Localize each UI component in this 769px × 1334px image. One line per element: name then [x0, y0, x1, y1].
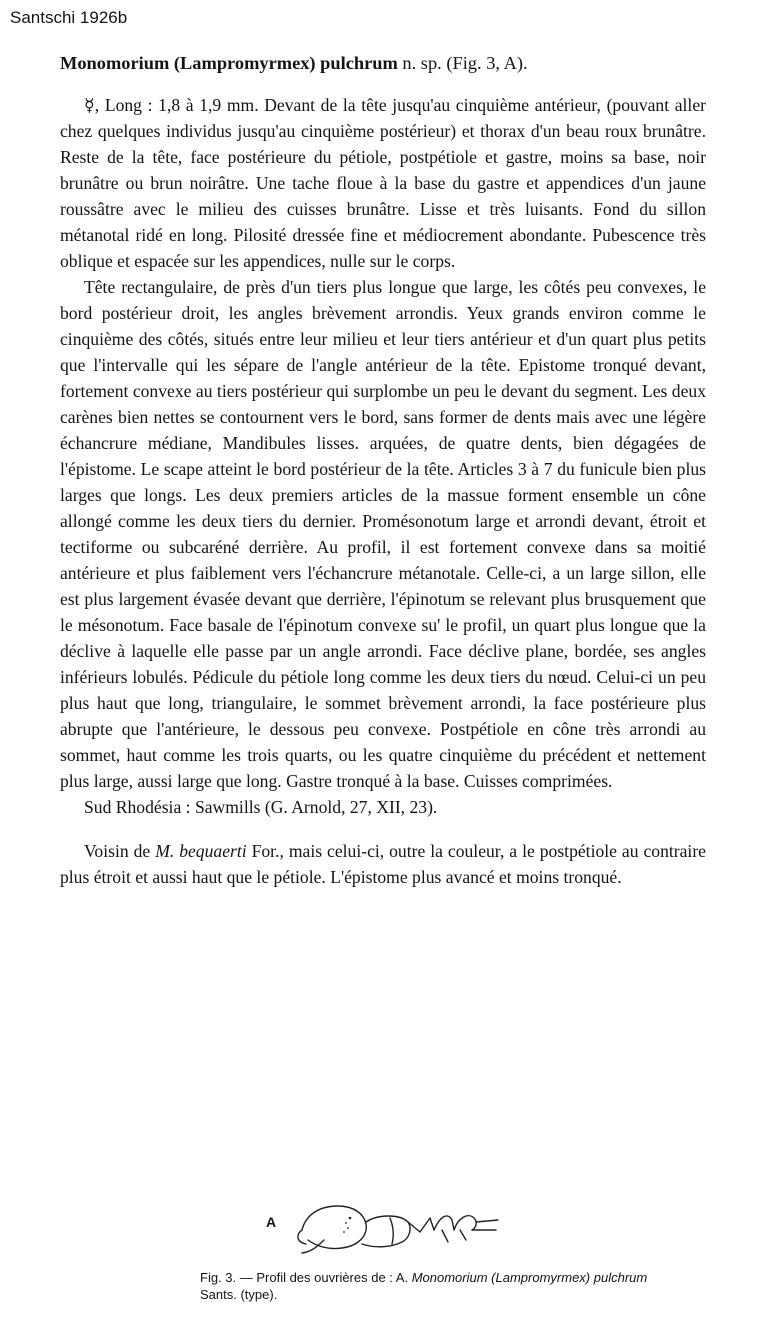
species-name: Monomorium (Lampromyrmex) pulchrum — [60, 53, 398, 73]
ant-petiole — [434, 1216, 454, 1230]
figure-letter: A — [266, 1214, 277, 1230]
species-title-tail: n. sp. (Fig. 3, A). — [397, 53, 528, 73]
note-species: M. bequaerti — [155, 841, 247, 861]
ant-eye-dot — [349, 1217, 352, 1220]
ant-propodeum — [408, 1218, 434, 1232]
ant-thorax-outline — [362, 1216, 410, 1247]
caption-tail: Sants. (type). — [200, 1287, 278, 1302]
ant-head-outline — [302, 1206, 366, 1249]
caption-lead: Fig. 3. — Profil des ouvrières de : A. — [200, 1270, 412, 1285]
description-paragraph-1: ☿, Long : 1,8 à 1,9 mm. Devant de la tête jusqu'au cinquième antérieur, (pouvant aller chez quelques individus jusqu'au cinquième postérieur) et thorax d'un beau roux brunâtre. Reste de la tête, face postérieure du pétiole, postpétiole et gastre, moins sa base, noir brunâtre ou brun noirâtre. Une tache floue à la base du gastre et appendices d'un jaune roussâtre avec le milieu des cuisses brunâtre. Lisse et très luisants. Fond du sillon métanotal ridé en long. Pilosité dressée fine et médiocrement abondante. Pubescence très oblique et espacée sur les appendices, nulle sur le corps. — [60, 95, 706, 271]
article-body — [60, 50, 706, 890]
ant-mandible — [298, 1230, 306, 1244]
figure-caption — [200, 1269, 660, 1303]
note-lead: Voisin de — [84, 841, 156, 861]
species-title — [60, 50, 706, 76]
ant-leg-stub — [442, 1230, 466, 1242]
caption-species: Monomorium (Lampromyrmex) pulchrum — [411, 1270, 648, 1285]
note-rest: For., mais celui-ci, outre la couleur, a le postpétiole au contraire plus étroit et aussi haut que le pétiole. L'épistome plus avancé et moins tronqué. — [60, 841, 706, 887]
comparison-note — [60, 838, 706, 890]
ant-profile-figure — [262, 1196, 502, 1260]
ant-thorax-groove — [390, 1218, 393, 1244]
page-header: Santschi 1926b — [10, 8, 128, 27]
locality-line: Sud Rhodésia : Sawmills (G. Arnold, 27, XII, 23). — [84, 797, 438, 817]
description-paragraph-2: Tête rectangulaire, de près d'un tiers plus longue que large, les côtés peu convexes, le bord postérieur droit, les angles brèvement arrondis. Yeux grands environ comme le cinquième des côtés, situés entre leur milieu et leur tiers antérieur et d'un quart plus petits que l'intervalle qui les sépare de l'angle antérieur de la tête. Epistome tronqué devant, fortement convexe au tiers postérieur qui surplombe un peu le devant du segment. Les deux carènes bien nettes se contournent vers le bord, sans former de dents mais avec une légère échancrure médiane, Mandibules lisses. arquées, de quatre dents, bien dégagées de l'épistome. Le scape atteint le bord postérieur de la tête. Articles 3 à 7 du funicule bien plus larges que longs. Les deux premiers articles de la massue forment ensemble un cône allongé comme les deux tiers du dernier. Promésonotum large et arrondi devant, étroit et tectiforme ou subcaréné derrière. Au profil, il est fortement convexe dans sa moitié antérieure et plus faiblement vers l'échancrure métanotale. Celle-ci, a un large sillon, elle est plus largement évasée devant que derrière, l'épinotum se relevant plus brusquement que le mésonotum. Face basale de l'épinotum convexe su' le profil, un quart plus longue que la déclive à laquelle elle passe par un angle arrondi. Face déclive plane, bordée, ses angles inférieurs lobulés. Pédicule du pétiole long comme les deux tiers du nœud. Celui-ci un peu plus haut que long, triangulaire, le sommet brèvement arrondi, la face postérieure plus abrupte que l'antérieure, le dessous peu convexe. Postpétiole en cône très arrondi au sommet, haut comme les trois quarts, ou les quatre cinquième du précédent et nettement plus large, aussi large que long. Gastre tronqué à la base. Cuisses comprimées. — [60, 277, 706, 791]
ant-postpetiole — [454, 1216, 476, 1230]
